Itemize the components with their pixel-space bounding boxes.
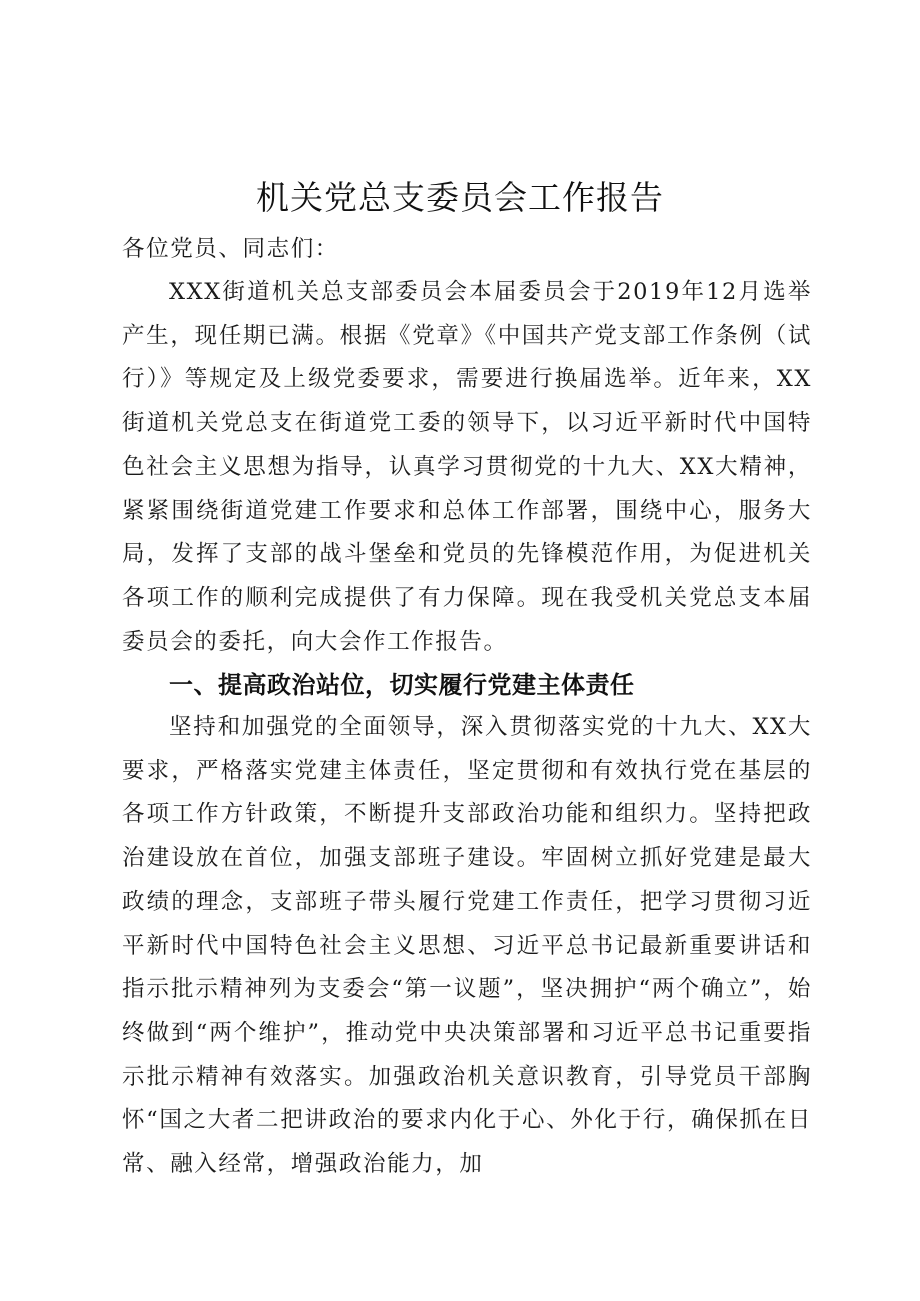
intro-paragraph: XXX街道机关总支部委员会本届委员会于2019年12月选举产生，现任期已满。根据《党章》《中国共产党支部工作条例（试行）》等规定及上级党委要求，需要进行换届选举。近年来，XX街道机关党总支在街道党工委的领导下，以习近平新时代中国特色社会主义思想为指导，认真学习贯彻党的十九大、XX大精神，紧紧围绕街道党建工作要求和总体工作部署，围绕中心，服务大局，发挥了支部的战斗堡垒和党员的先锋模范作用，为促进机关各项工作的顺利完成提供了有力保障。现在我受机关党总支本届委员会的委托，向大会作工作报告。: [122, 279, 812, 655]
section-1-paragraph: 坚持和加强党的全面领导，深入贯彻落实党的十九大、XX大要求，严格落实党建主体责任，坚定贯彻和有效执行党在基层的各项工作方针政策，不断提升支部政治功能和组织力。坚持把政治建设放在首位，加强支部班子建设。牢固树立抓好党建是最大政绩的理念，支部班子带头履行党建工作责任，把学习贯彻习近平新时代中国特色社会主义思想、习近平总书记最新重要讲话和指示批示精神列为支委会“第一议题”，坚决拥护“两个确立”，始终做到“两个维护”，推动党中央决策部署和习近平总书记重要指示批示精神有效落实。加强政治机关意识教育，引导党员干部胸怀“国之大者二把讲政治的要求内化于心、外化于行，确保抓在日常、融入经常，增强政治能力，加: [122, 714, 812, 1178]
salutation: 各位党员、同志们：: [122, 236, 339, 262]
section-heading-1: 一、提高政治站位，切实履行党建主体责任: [169, 671, 635, 699]
document-title: 机关党总支委员会工作报告: [256, 178, 664, 217]
